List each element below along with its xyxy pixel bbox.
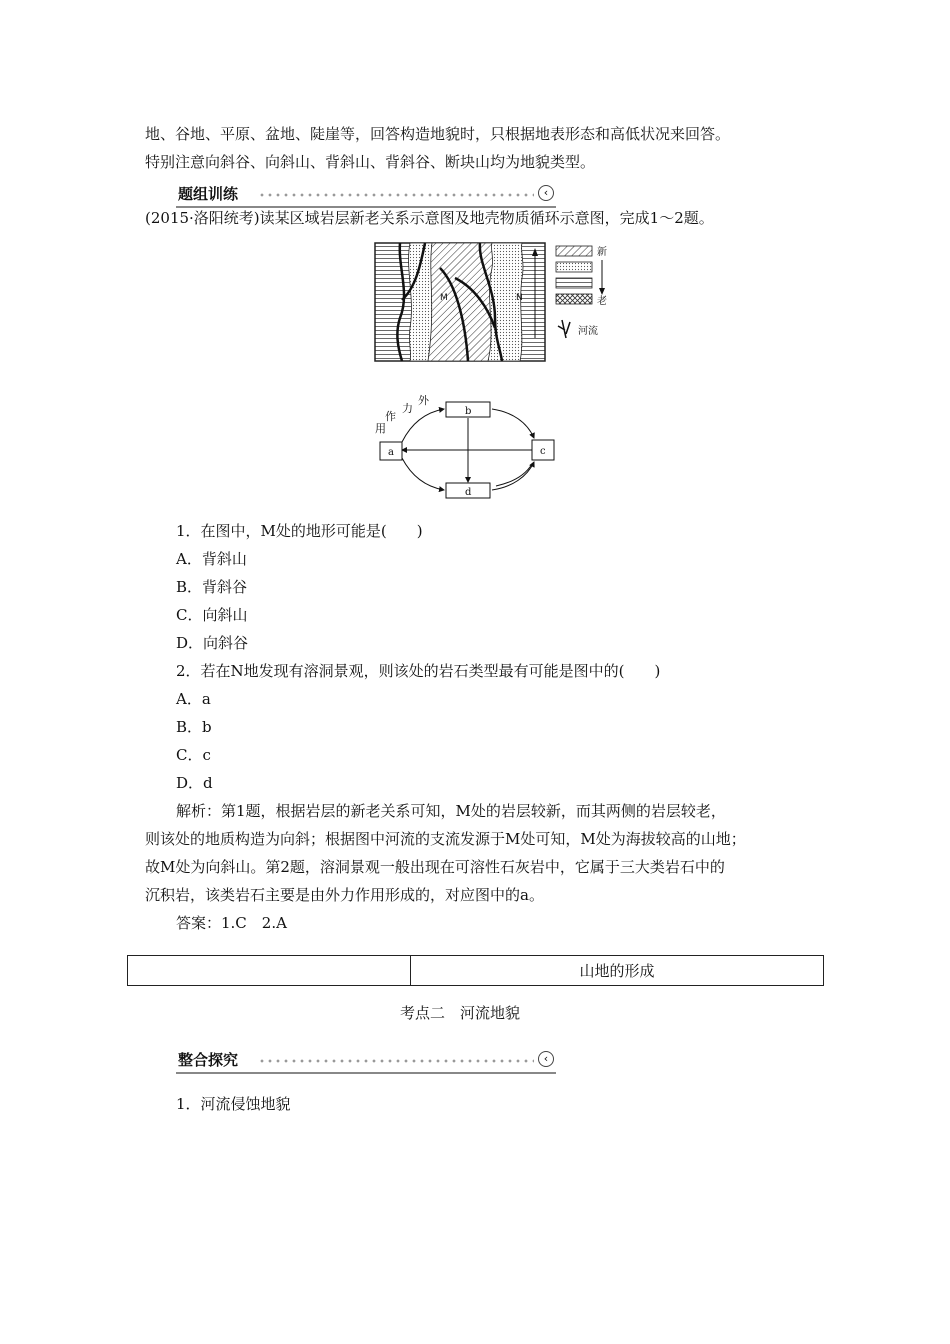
q1-option-d: D．向斜谷	[176, 634, 249, 652]
legend-old: 老	[597, 296, 607, 307]
legend-new: 新	[597, 247, 607, 258]
section-heading: 考点二 河流地貌	[400, 1004, 521, 1022]
legend-swatch-1	[556, 246, 592, 256]
legend-swatch-2	[556, 262, 592, 272]
node-d: d	[465, 487, 472, 498]
intro-line-1: 地、谷地、平原、盆地、陡崖等，回答构造地貌时，只根据地表形态和高低状况来回答。	[145, 125, 731, 143]
river-legend-icon	[558, 320, 570, 338]
legend-river: 河流	[578, 326, 598, 337]
legend-swatch-3	[556, 278, 592, 288]
q2-option-b: B．b	[176, 718, 212, 736]
section-header-explore	[176, 1050, 556, 1074]
table-row	[128, 956, 824, 986]
legend-swatch-4	[556, 294, 592, 304]
label-li: 力	[402, 402, 413, 415]
q1-option-c: C．向斜山	[176, 606, 248, 624]
q1-option-a: A．背斜山	[176, 550, 247, 568]
table-cell-left	[128, 956, 411, 986]
label-m: M	[440, 293, 448, 303]
chevron-left-icon: ‹	[538, 1051, 554, 1067]
summary-table	[127, 955, 824, 986]
question-2-stem: 2．若在N地发现有溶洞景观，则该处的岩石类型最有可能是图中的( )	[176, 662, 661, 680]
node-c: c	[540, 446, 546, 457]
rock-cycle-figure	[372, 392, 562, 504]
q2-option-d: D．d	[176, 774, 213, 792]
q2-option-a: A．a	[176, 690, 211, 708]
chevron-left-icon: ‹	[538, 185, 554, 201]
dotted-rule	[258, 1059, 534, 1063]
question-prompt: (2015·洛阳统考)读某区域岩层新老关系示意图及地壳物质循环示意图，完成1～2题。	[145, 209, 714, 227]
section-header-practice	[176, 184, 556, 208]
section-title: 整合探究	[178, 1051, 239, 1069]
section-underline	[176, 1072, 556, 1074]
q1-option-b: B．背斜谷	[176, 578, 248, 596]
label-wai: 外	[418, 394, 429, 407]
section-title: 题组训练	[178, 185, 239, 203]
analysis-line-3: 故M处为向斜山。第2题，溶洞景观一般出现在可溶性石灰岩中，它属于三大类岩石中的	[145, 858, 725, 876]
analysis-line-2: 则该处的地质构造为向斜；根据图中河流的支流发源于M处可知，M处为海拔较高的山地；	[145, 830, 746, 848]
node-a: a	[388, 447, 394, 458]
label-n: N	[516, 293, 523, 303]
table-cell-right: 山地的形成	[411, 956, 824, 986]
dotted-rule	[258, 193, 534, 197]
list-item: 1．河流侵蚀地貌	[176, 1095, 291, 1113]
label-yong: 用	[375, 422, 386, 435]
q2-option-c: C．c	[176, 746, 211, 764]
answer-line: 答案：1.C 2.A	[176, 914, 287, 932]
question-1-stem: 1．在图中，M处的地形可能是( )	[176, 522, 423, 540]
analysis-line-1: 解析：第1题，根据岩层的新老关系可知，M处的岩层较新，而其两侧的岩层较老，	[176, 802, 726, 820]
intro-line-2: 特别注意向斜谷、向斜山、背斜山、背斜谷、断块山均为地貌类型。	[145, 153, 596, 171]
label-zuo: 作	[385, 410, 396, 423]
node-b: b	[465, 406, 472, 417]
analysis-line-4: 沉积岩，该类岩石主要是由外力作用形成的，对应图中的a。	[145, 886, 544, 904]
strata-map-figure	[370, 238, 620, 368]
